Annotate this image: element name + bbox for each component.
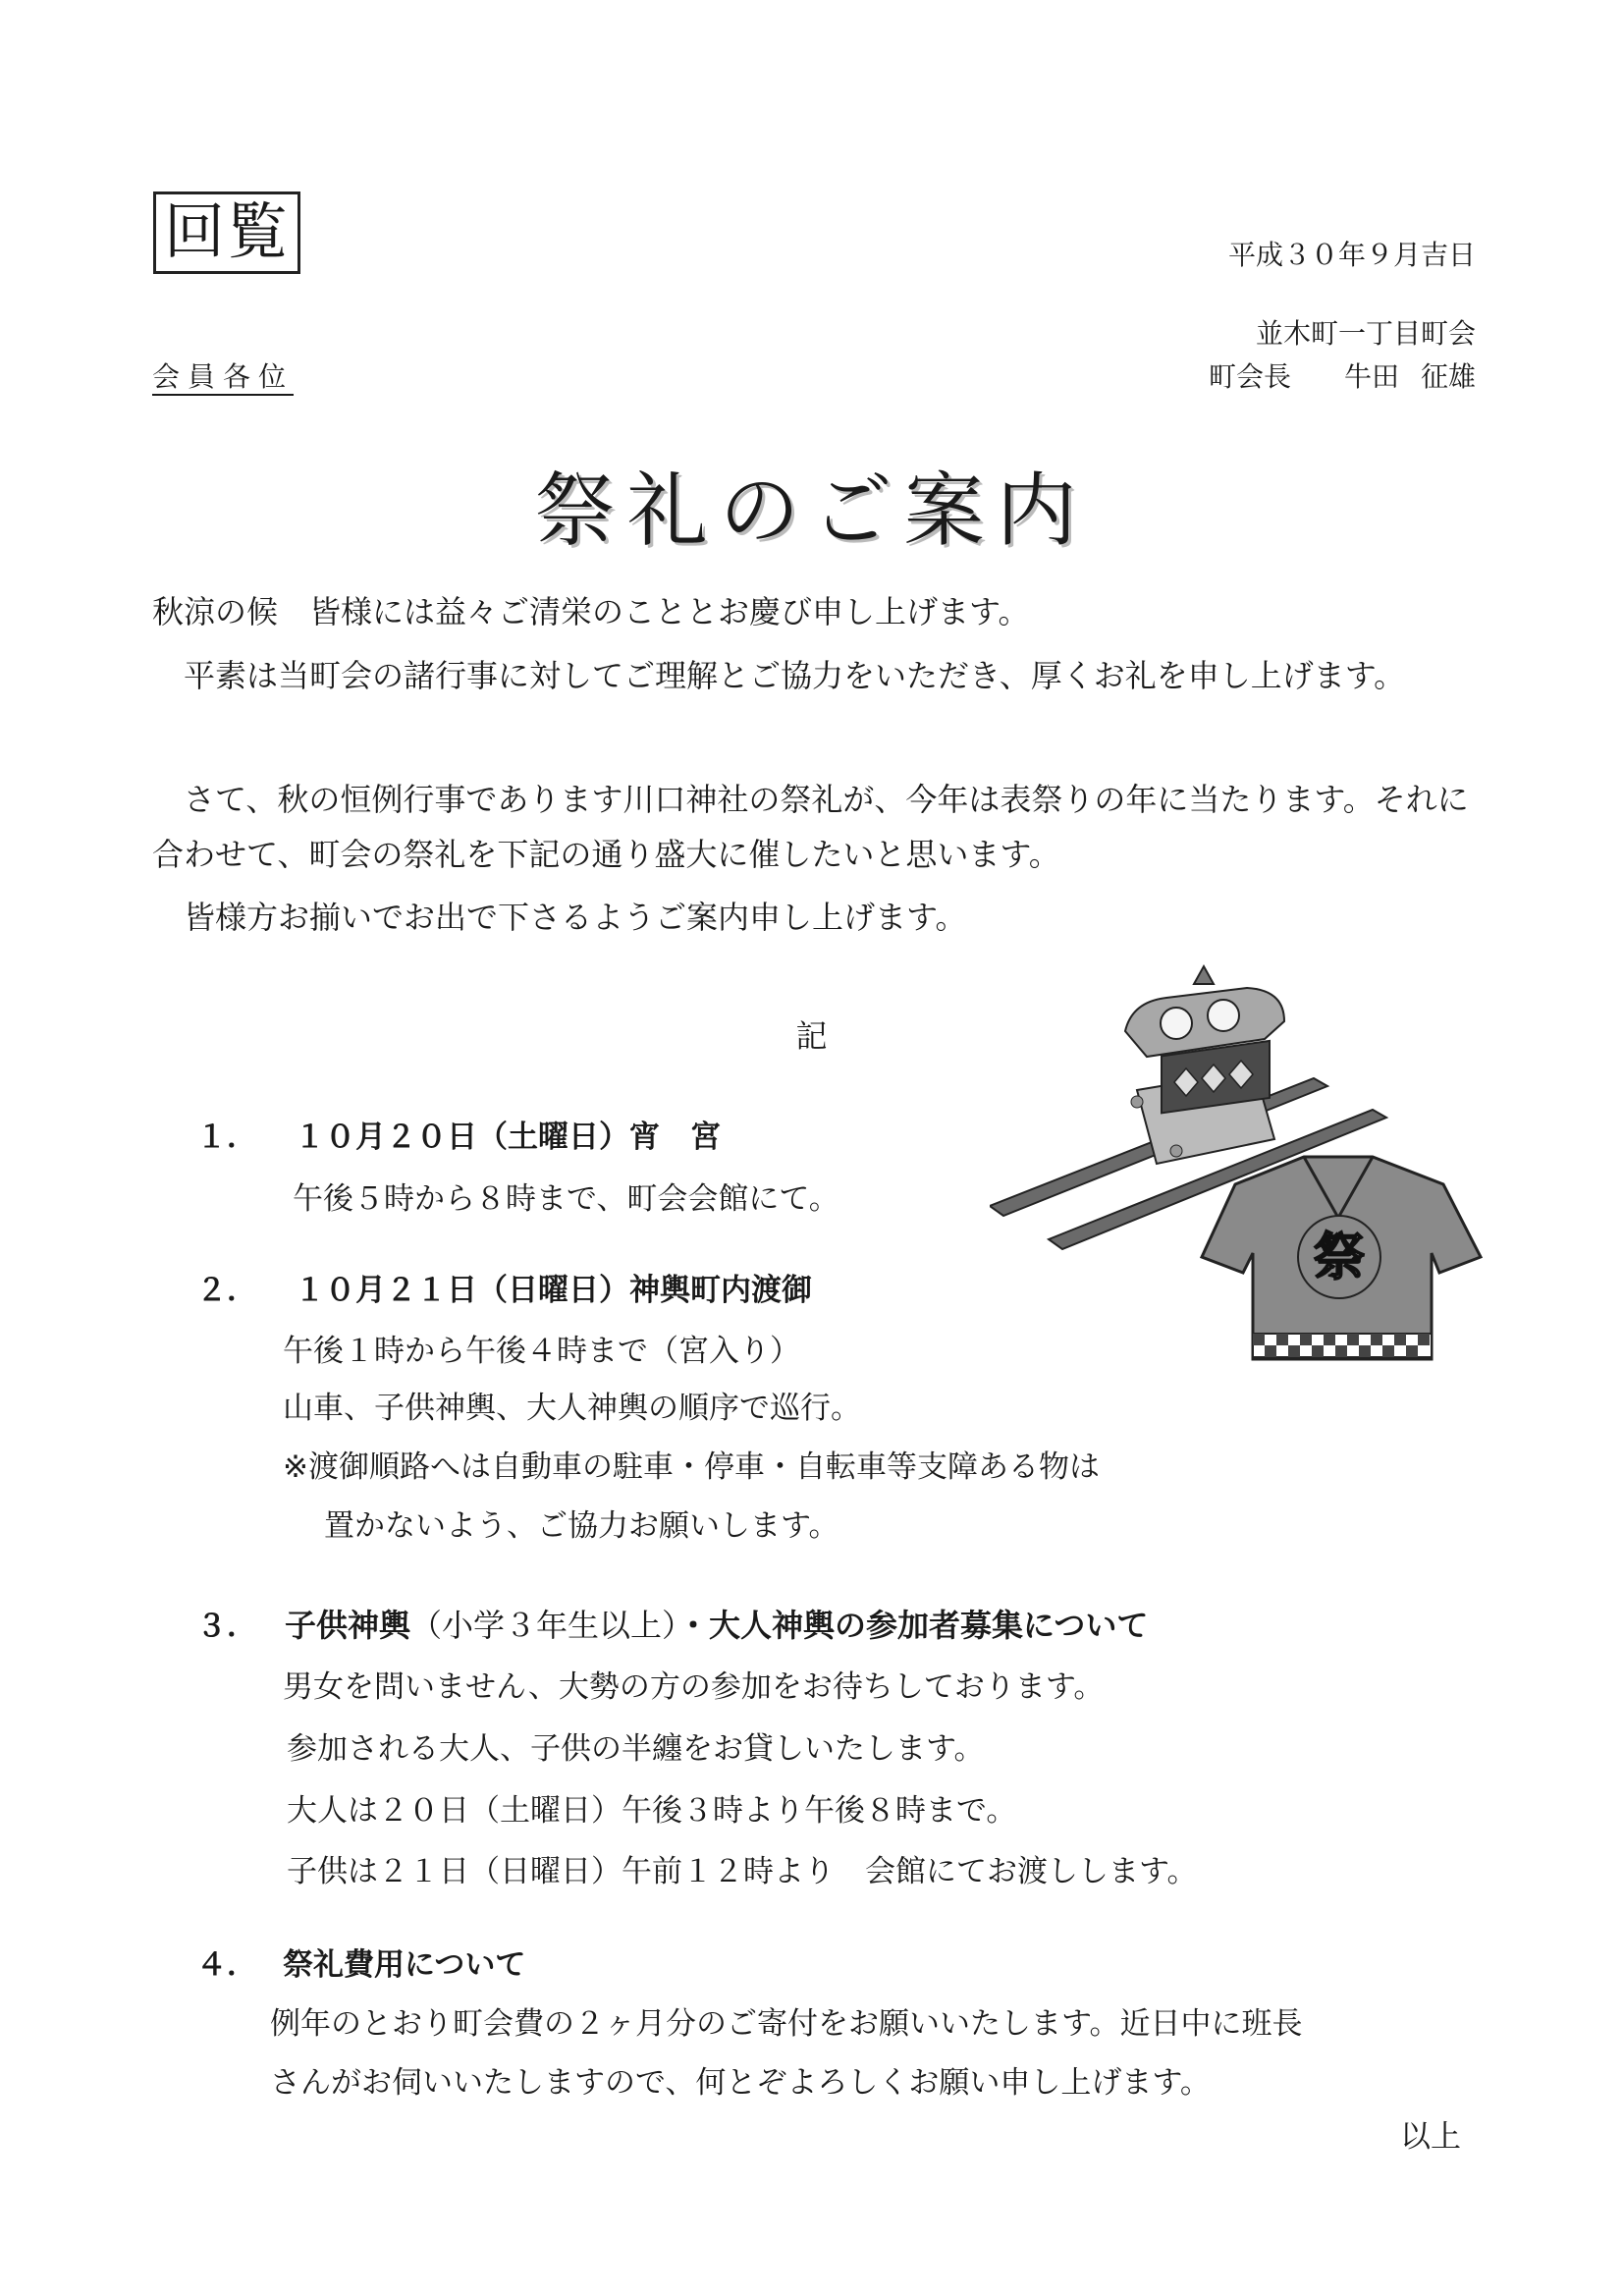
section-1-line: 午後５時から８時まで、町会会館にて。 (293, 1181, 839, 1217)
happi-coat-icon (1202, 1157, 1481, 1359)
section-4-line: 例年のとおり町会費の２ヶ月分のご寄付をお願いいたします。近日中に班長 (270, 2006, 1303, 2042)
section-2-heading: １０月２１日（日曜日）神輿町内渡御 (295, 1273, 812, 1308)
addressee: 会員各位 (152, 360, 295, 393)
thanks-paragraph: 平素は当町会の諸行事に対してご理解とご協力をいただき、厚くお礼を申し上げます。 (184, 657, 1406, 694)
section-4-number: ４． (196, 1947, 257, 1983)
festival-paragraph: さて、秋の恒例行事であります川口神社の祭礼が、今年は表祭りの年に当たります。それに合わせて、町会の祭礼を下記の通り盛大に催したいと思います。 (152, 781, 1469, 873)
invitation-paragraph: 皆様方お揃いでお出で下さるようご案内申し上げます。 (184, 899, 967, 936)
section-3-number: ３． (196, 1609, 257, 1644)
head-name: 牛田 (1343, 360, 1399, 393)
issue-date: 平成３０年９月吉日 (1227, 239, 1476, 271)
section-4-line: さんがお伺いいたしますので、何とぞよろしくお願い申し上げます。 (270, 2065, 1211, 2101)
section-2-number: ２． (196, 1273, 257, 1308)
closing-mark: 以上 (1400, 2119, 1461, 2155)
section-4-heading: 祭礼費用について (283, 1947, 526, 1983)
section-2-line: ※渡御順路へは自動車の駐車・停車・自転車等支障ある物は (283, 1449, 1100, 1485)
section-1-heading: １０月２０日（土曜日）宵 宮 (295, 1120, 721, 1155)
section-3-line: 大人は２０日（土曜日）午後３時より午後８時まで。 (287, 1793, 1017, 1829)
record-heading: 記 (795, 1017, 828, 1055)
section-2-line: 午後１時から午後４時まで（宮入り） (283, 1334, 800, 1369)
section-1-number: １． (196, 1120, 257, 1155)
section-2-line: 置かないよう、ご協力お願いします。 (324, 1508, 839, 1544)
festival-illustration (990, 962, 1500, 1385)
section-3-heading-b: （小学３年生以上） (410, 1607, 678, 1644)
section-3-line: 男女を問いません、大勢の方の参加をお待ちしております。 (283, 1669, 1105, 1705)
greeting-paragraph: 秋涼の候 皆様には益々ご清栄のこととお慶び申し上げます。 (152, 593, 1030, 630)
section-2-line: 山車、子供神輿、大人神輿の順序で巡行。 (283, 1391, 861, 1426)
page-title: 祭礼のご案内 (534, 465, 1089, 558)
association-head (1209, 355, 1476, 395)
happi-coat-kanji: 祭 (1313, 1229, 1366, 1287)
section-3-heading-a: 子供神輿 (285, 1607, 411, 1644)
section-3-heading-c: ・大人神輿の参加者募集について (677, 1607, 1149, 1644)
section-3-heading (285, 1601, 1148, 1646)
head-title: 町会長 (1208, 360, 1291, 393)
head-name-given: 征雄 (1420, 360, 1476, 393)
circulation-stamp: 回覧 (153, 191, 300, 274)
section-3-line: 参加される大人、子供の半纏をお貸しいたします。 (287, 1731, 985, 1767)
section-3-line: 子供は２１日（日曜日）午前１２時より 会館にてお渡しします。 (287, 1854, 1198, 1889)
organization-name: 並木町一丁目町会 (1255, 317, 1476, 350)
